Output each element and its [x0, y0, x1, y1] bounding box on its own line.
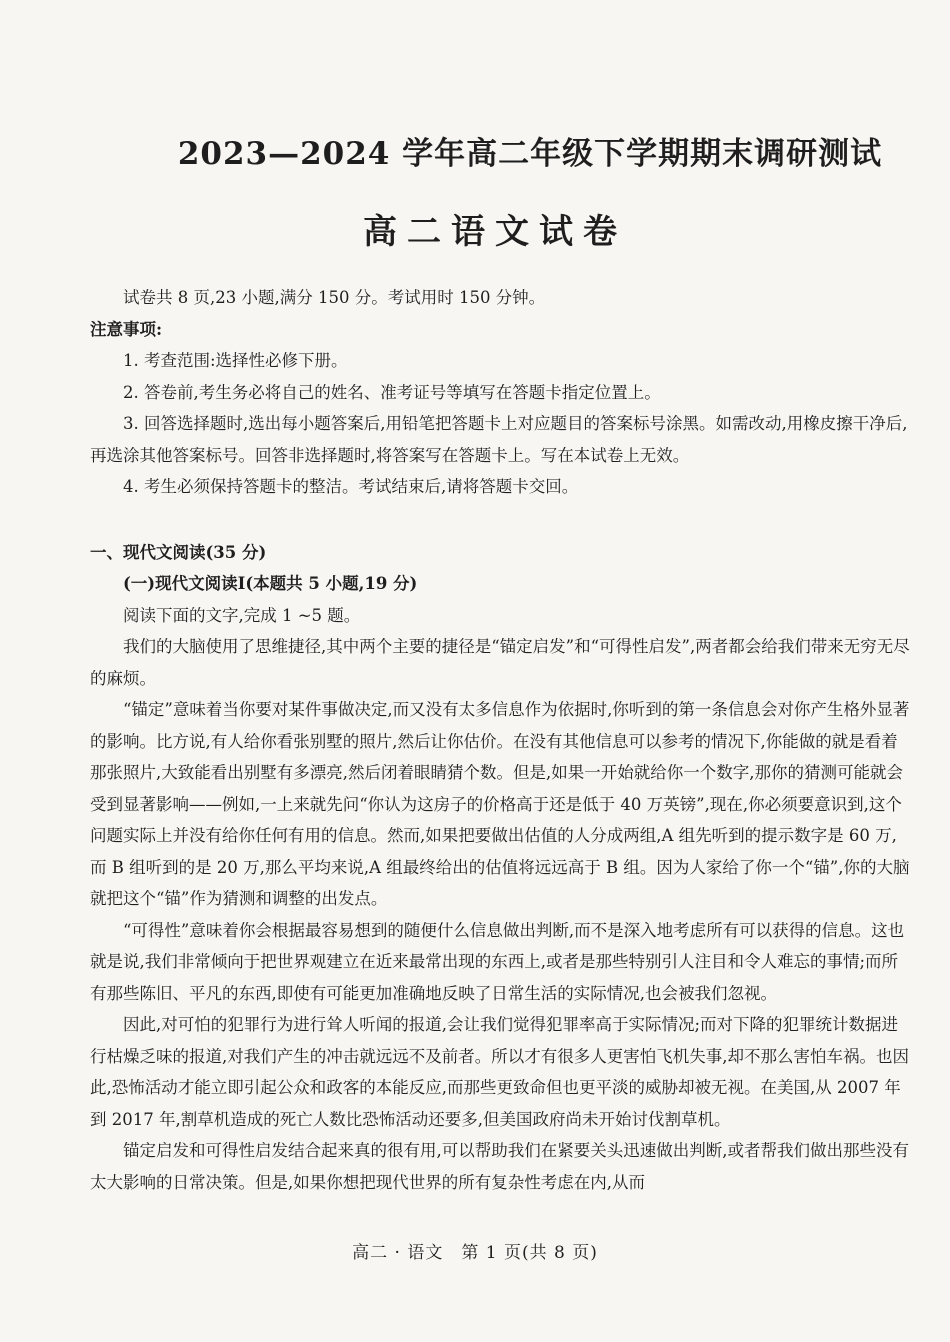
section-gap [90, 503, 910, 537]
paper-title: 高二语文试卷 [363, 212, 627, 252]
reading-instruction: 阅读下面的文字,完成 1 ~5 题。 [123, 605, 361, 625]
note-item: 4. 考生必须保持答题卡的整洁。考试结束后,请将答题卡交回。 [123, 477, 579, 496]
note-item: 3. 回答选择题时,选出每小题答案后,用铅笔把答题卡上对应题目的答案标号涂黑。如需改动,用橡皮擦干净后,再选涂其他答案标号。回答非选择题时,将答案写在答题卡上。写在本试卷上无效。 [90, 414, 908, 465]
note-item: 2. 答卷前,考生务必将自己的姓名、准考证号等填写在答题卡指定位置上。 [123, 382, 661, 402]
passage-paragraph: 我们的大脑使用了思维捷径,其中两个主要的捷径是“锚定启发”和“可得性启发”,两者都会给我们带来无穷无尽的麻烦。 [90, 637, 910, 688]
note-item: 1. 考查范围:选择性必修下册。 [123, 351, 348, 370]
passage-paragraph: “锚定”意味着当你要对某件事做决定,而又没有太多信息作为依据时,你听到的第一条信息会对你产生格外显著的影响。比方说,有人给你看张别墅的照片,然后让你估价。在没有其他信息可以参考的情况下,你能做的就是看着那张照片,大致能看出别墅有多漂亮,然后闭着眼睛猜个数。但是,如果一开始就给你一个数字,那你的猜测可能就会受到显著影响——例如,一上来就先问“你认为这房子的价格高于还是低于 40 万英镑”,现在,你必须要意识到,这个问题实际上并没有给你任何有用的信息。然而,如果把要做出估值的人分成两组,A 组先听到的提示数字是 60 万,而 B 组听到的是 20 万,那么平均来说,A 组最终给出的估值将远远高于 B 组。因为人家给了你一个“锚”,你的大脑就把这个“锚”作为猜测和调整的出发点。 [90, 700, 910, 908]
passage-paragraph: 锚定启发和可得性启发结合起来真的很有用,可以帮助我们在紧要关头迅速做出判断,或者帮我们做出那些没有太大影响的日常决策。但是,如果你想把现代世界的所有复杂性考虑在内,从而 [90, 1141, 909, 1192]
page-content [90, 282, 910, 1198]
exam-title: 2023—2024 学年高二年级下学期期末调研测试 [177, 136, 883, 172]
passage-paragraph: “可得性”意味着你会根据最容易想到的随便什么信息做出判断,而不是深入地考虑所有可以获得的信息。这也就是说,我们非常倾向于把世界观建立在近来最常出现的东西上,或者是那些特别引人注目和令人难忘的事情;而所有那些陈旧、平凡的东西,即使有可能更加准确地反映了日常生活的实际情况,也会被我们忽视。 [90, 920, 905, 1003]
page-footer: 高二 · 语文 第 1 页(共 8 页) [352, 1243, 598, 1263]
subsection-heading: (一)现代文阅读Ⅰ(本题共 5 小题,19 分) [123, 574, 418, 593]
notes-heading: 注意事项: [90, 319, 163, 339]
intro-line: 试卷共 8 页,23 小题,满分 150 分。考试用时 150 分钟。 [123, 288, 546, 307]
passage-paragraph: 因此,对可怕的犯罪行为进行耸人听闻的报道,会让我们觉得犯罪率高于实际情况;而对下降的犯罪统计数据进行枯燥乏味的报道,对我们产生的冲击就远远不及前者。所以才有很多人更害怕飞机失事,却不那么害怕车祸。也因此,恐怖活动才能立即引起公众和政客的本能反应,而那些更致命但也更平淡的威胁却被无视。在美国,从 2007 年到 2017 年,割草机造成的死亡人数比恐怖活动还要多,但美国政府尚未开始讨伐割草机。 [90, 1015, 909, 1129]
section-heading: 一、现代文阅读(35 分) [90, 542, 267, 562]
